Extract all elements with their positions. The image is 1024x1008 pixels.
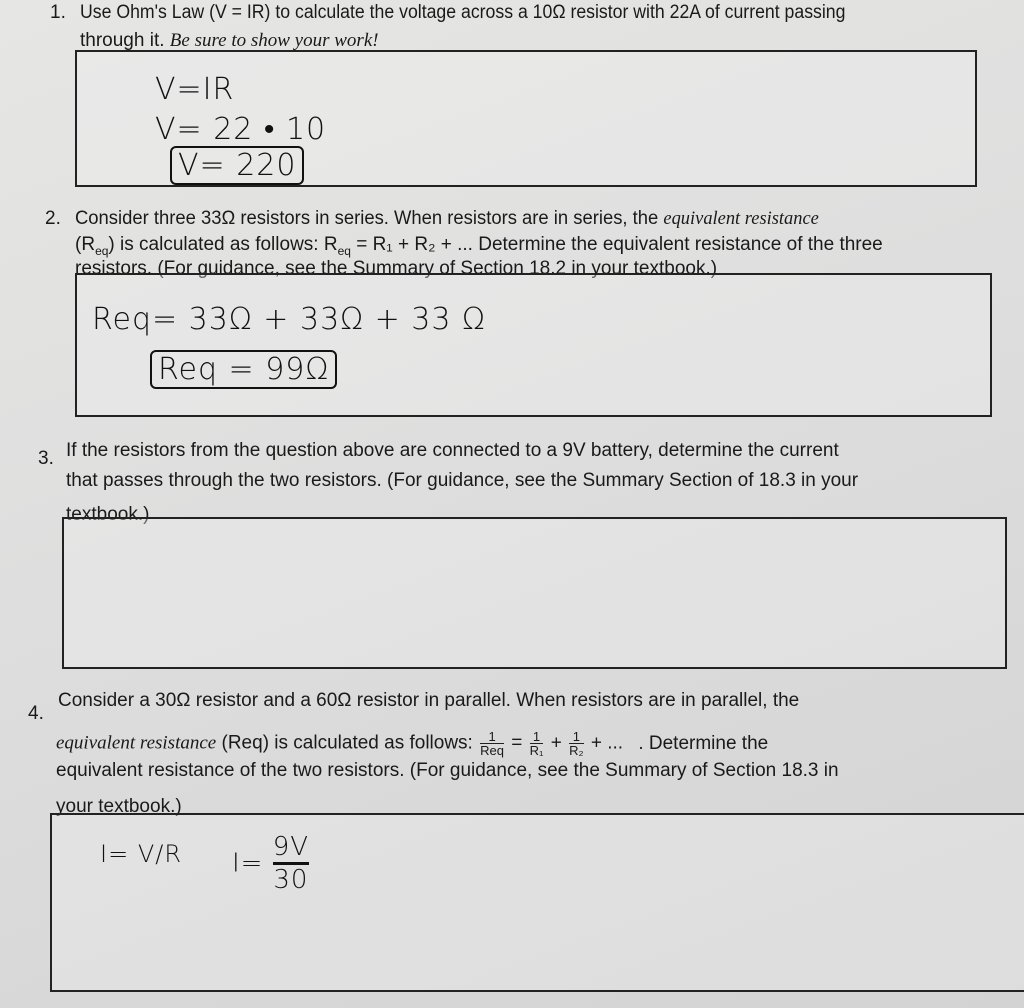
formula-lhs: $\frac{1}{\text{Req}}$	[480, 729, 504, 758]
q3-text-line2: that passes through the two resistors. (For guidance, see the Summary Section of 18.3 in your	[66, 470, 859, 491]
formula-term2: $\frac{1}{\text{R₂}}$	[569, 729, 584, 758]
q1-text-line2	[80, 30, 379, 52]
formula-plus: +	[550, 732, 562, 754]
formula-tail: + ...	[590, 732, 624, 754]
q3-answer-box[interactable]	[62, 517, 1007, 669]
q4-answer-b-lhs: I=	[232, 848, 264, 879]
q4-number: 4.	[28, 703, 44, 724]
q3-text-line3: textbook.)	[66, 504, 150, 525]
q4-answer-b	[232, 832, 309, 895]
q2-c: = R₁ + R₂ + ... Determine the equivalent resistance of the three	[350, 234, 883, 255]
q3-text-line1: If the resistors from the question above are connected to a 9V battery, determine the current	[66, 440, 839, 461]
formula-term1: $\frac{1}{\text{R₁}}$	[529, 729, 544, 758]
q1-circled-answer: V= 220	[170, 146, 304, 185]
q2-sub2: eq	[337, 243, 351, 258]
q2-text-line1	[75, 208, 819, 230]
q2-answer-line1: Req= 33Ω + 33Ω + 33 Ω	[92, 302, 486, 337]
q1-answer-final	[170, 148, 304, 183]
q2-b: ) is calculated as follows: R	[108, 234, 338, 255]
q1-text-line1: Use Ohm's Law (V = IR) to calculate the voltage across a 10Ω resistor with 22A of current passing	[80, 2, 846, 23]
q4-text-line4: your textbook.)	[56, 796, 182, 817]
q2-a: (R	[75, 234, 96, 255]
q4-b: (Req) is calculated as follows:	[216, 732, 473, 754]
q2-answer-box[interactable]	[75, 273, 992, 417]
q2-sub: eq	[95, 243, 109, 258]
q2-emphasis: equivalent resistance	[663, 208, 819, 229]
q2-answer-final	[150, 352, 337, 387]
q4-c: . Determine the	[638, 732, 769, 754]
q2-text-a: Consider three 33Ω resistors in series. When resistors are in series, the	[75, 208, 664, 229]
q2-text-line3: resistors. (For guidance, see the Summary of Section 18.2 in your textbook.)	[75, 258, 718, 279]
q3-number: 3.	[38, 448, 54, 469]
q4-answer-a: I= V/R	[100, 840, 182, 868]
q4-text-line3: equivalent resistance of the two resistors. (For guidance, see the Summary of Section 18.3 in	[56, 760, 839, 781]
q2-text-line2	[75, 234, 883, 258]
q1-number: 1.	[50, 2, 66, 23]
q4-answer-box[interactable]	[50, 813, 1024, 992]
q1-text-a: through it.	[80, 30, 170, 51]
q4-emphasis: equivalent resistance	[56, 732, 217, 754]
q1-answer-line1: V=IR	[155, 72, 235, 107]
q2-circled-answer: Req = 99Ω	[150, 350, 337, 389]
q1-emphasis: Be sure to show your work!	[169, 30, 379, 51]
q1-answer-line2: V= 22 • 10	[155, 112, 327, 147]
formula-eq: =	[511, 732, 523, 754]
q4-text-line1: Consider a 30Ω resistor and a 60Ω resistor in parallel. When resistors are in parallel, the	[58, 690, 800, 711]
q2-number: 2.	[45, 208, 61, 229]
q4-text-line2	[56, 730, 768, 757]
q4-answer-fraction: $\frac{9V}{30}$	[272, 832, 310, 895]
